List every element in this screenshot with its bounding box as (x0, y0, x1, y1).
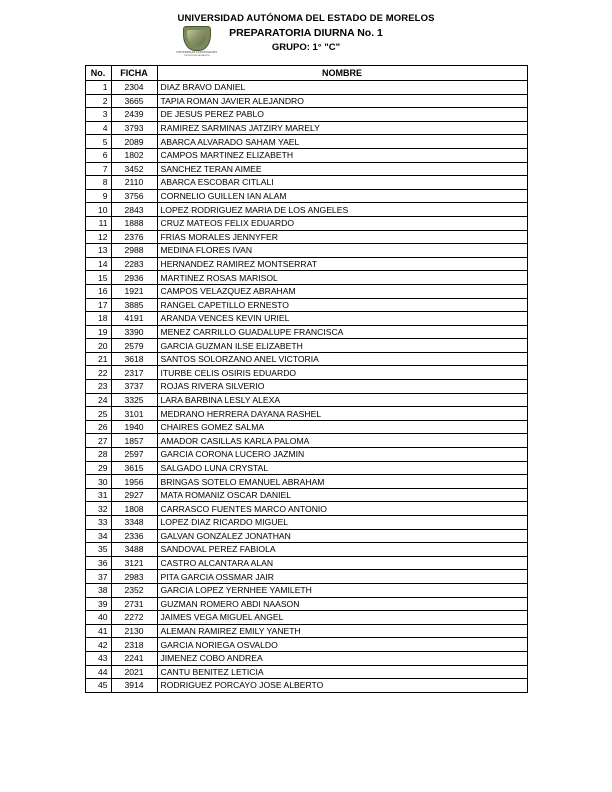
cell-ficha: 2579 (111, 339, 157, 353)
cell-no: 38 (85, 583, 111, 597)
cell-nombre: CHAIRES GOMEZ SALMA (157, 420, 527, 434)
table-row (85, 176, 527, 190)
cell-nombre: HERNANDEZ RAMIREZ MONTSERRAT (157, 257, 527, 271)
cell-no: 24 (85, 393, 111, 407)
cell-ficha: 2983 (111, 570, 157, 584)
table-row (85, 502, 527, 516)
cell-ficha: 2110 (111, 176, 157, 190)
cell-ficha: 1802 (111, 148, 157, 162)
cell-no: 45 (85, 679, 111, 693)
cell-nombre: LOPEZ DIAZ RICARDO MIGUEL (157, 516, 527, 530)
cell-nombre: CAMPOS VELAZQUEZ ABRAHAM (157, 284, 527, 298)
cell-ficha: 1921 (111, 284, 157, 298)
table-row (85, 284, 527, 298)
table-row (85, 189, 527, 203)
table-row (85, 516, 527, 530)
cell-nombre: ROJAS RIVERA SILVERIO (157, 380, 527, 394)
cell-no: 36 (85, 556, 111, 570)
cell-ficha: 3737 (111, 380, 157, 394)
cell-nombre: ALEMAN RAMIREZ EMILY YANETH (157, 624, 527, 638)
uaem-crest-icon (166, 26, 228, 62)
table-row (85, 475, 527, 489)
column-header-nombre: NOMBRE (157, 66, 527, 81)
table-row (85, 94, 527, 108)
cell-nombre: SALGADO LUNA CRYSTAL (157, 461, 527, 475)
cell-no: 28 (85, 448, 111, 462)
cell-nombre: ITURBE CELIS OSIRIS EDUARDO (157, 366, 527, 380)
table-row (85, 380, 527, 394)
cell-no: 34 (85, 529, 111, 543)
cell-ficha: 3452 (111, 162, 157, 176)
cell-nombre: CASTRO ALCANTARA ALAN (157, 556, 527, 570)
table-row (85, 543, 527, 557)
cell-nombre: ABARCA ESCOBAR CITLALI (157, 176, 527, 190)
cell-ficha: 2731 (111, 597, 157, 611)
cell-nombre: CRUZ MATEOS FELIX EDUARDO (157, 216, 527, 230)
cell-no: 15 (85, 271, 111, 285)
cell-ficha: 3885 (111, 298, 157, 312)
cell-no: 19 (85, 325, 111, 339)
table-row (85, 393, 527, 407)
cell-no: 35 (85, 543, 111, 557)
cell-no: 10 (85, 203, 111, 217)
cell-nombre: GARCIA NORIEGA OSVALDO (157, 638, 527, 652)
cell-nombre: GARCIA LOPEZ YERNHEE YAMILETH (157, 583, 527, 597)
cell-nombre: DE JESUS PEREZ PABLO (157, 108, 527, 122)
cell-nombre: ABARCA ALVARADO SAHAM YAEL (157, 135, 527, 149)
cell-ficha: 1888 (111, 216, 157, 230)
crest-caption-line2: ESTADO DE MORELOS (184, 53, 210, 57)
cell-ficha: 2241 (111, 651, 157, 665)
cell-no: 26 (85, 420, 111, 434)
cell-no: 14 (85, 257, 111, 271)
cell-ficha: 2318 (111, 638, 157, 652)
cell-no: 17 (85, 298, 111, 312)
cell-no: 9 (85, 189, 111, 203)
table-row (85, 597, 527, 611)
cell-ficha: 2336 (111, 529, 157, 543)
cell-no: 23 (85, 380, 111, 394)
cell-nombre: CAMPOS MARTINEZ ELIZABETH (157, 148, 527, 162)
student-roster-table (85, 65, 528, 693)
table-row (85, 244, 527, 258)
cell-no: 3 (85, 108, 111, 122)
group-label: GRUPO: 1° "C" (271, 42, 341, 53)
cell-no: 20 (85, 339, 111, 353)
table-row (85, 216, 527, 230)
cell-nombre: MEDINA FLORES IVAN (157, 244, 527, 258)
cell-ficha: 2089 (111, 135, 157, 149)
cell-ficha: 3325 (111, 393, 157, 407)
cell-no: 5 (85, 135, 111, 149)
table-row (85, 121, 527, 135)
cell-nombre: SANDOVAL PEREZ FABIOLA (157, 543, 527, 557)
institution-name: UNIVERSIDAD AUTÓNOMA DEL ESTADO DE MORELOS (177, 13, 435, 24)
cell-nombre: SANCHEZ TERAN AIMEE (157, 162, 527, 176)
table-row (85, 461, 527, 475)
cell-ficha: 3121 (111, 556, 157, 570)
cell-no: 4 (85, 121, 111, 135)
cell-no: 29 (85, 461, 111, 475)
cell-ficha: 2843 (111, 203, 157, 217)
cell-nombre: GARCIA CORONA LUCERO JAZMIN (157, 448, 527, 462)
cell-ficha: 2376 (111, 230, 157, 244)
cell-no: 42 (85, 638, 111, 652)
table-row (85, 556, 527, 570)
cell-no: 32 (85, 502, 111, 516)
cell-nombre: PITA GARCIA OSSMAR JAIR (157, 570, 527, 584)
cell-ficha: 2021 (111, 665, 157, 679)
cell-ficha: 2597 (111, 448, 157, 462)
cell-ficha: 3914 (111, 679, 157, 693)
table-row (85, 162, 527, 176)
cell-nombre: RODRIGUEZ PORCAYO JOSE ALBERTO (157, 679, 527, 693)
cell-no: 7 (85, 162, 111, 176)
cell-nombre: CARRASCO FUENTES MARCO ANTONIO (157, 502, 527, 516)
cell-nombre: GUZMAN ROMERO ABDI NAASON (157, 597, 527, 611)
cell-ficha: 2272 (111, 611, 157, 625)
cell-ficha: 1940 (111, 420, 157, 434)
table-row (85, 366, 527, 380)
cell-ficha: 2988 (111, 244, 157, 258)
table-row (85, 148, 527, 162)
crest-caption-line1: UNIVERSIDAD AUTÓNOMA DEL (176, 51, 218, 54)
table-row (85, 352, 527, 366)
cell-no: 43 (85, 651, 111, 665)
cell-ficha: 1808 (111, 502, 157, 516)
cell-nombre: DIAZ BRAVO DANIEL (157, 81, 527, 95)
cell-no: 30 (85, 475, 111, 489)
table-row (85, 135, 527, 149)
cell-no: 37 (85, 570, 111, 584)
cell-nombre: CANTU BENITEZ LETICIA (157, 665, 527, 679)
cell-ficha: 3101 (111, 407, 157, 421)
cell-ficha: 2936 (111, 271, 157, 285)
cell-no: 6 (85, 148, 111, 162)
cell-nombre: LOPEZ RODRIGUEZ MARIA DE LOS ANGELES (157, 203, 527, 217)
cell-ficha: 3390 (111, 325, 157, 339)
cell-no: 40 (85, 611, 111, 625)
cell-no: 22 (85, 366, 111, 380)
table-row (85, 583, 527, 597)
cell-nombre: ARANDA VENCES KEVIN URIEL (157, 312, 527, 326)
cell-nombre: MEDRANO HERRERA DAYANA RASHEL (157, 407, 527, 421)
column-header-ficha: FICHA (111, 66, 157, 81)
table-row (85, 298, 527, 312)
cell-nombre: FRIAS MORALES JENNYFER (157, 230, 527, 244)
document-header (0, 12, 612, 59)
cell-no: 31 (85, 488, 111, 502)
cell-no: 8 (85, 176, 111, 190)
table-row (85, 312, 527, 326)
cell-nombre: JAIMES VEGA MIGUEL ANGEL (157, 611, 527, 625)
table-row (85, 420, 527, 434)
cell-no: 16 (85, 284, 111, 298)
cell-nombre: SANTOS SOLORZANO ANEL VICTORIA (157, 352, 527, 366)
cell-no: 41 (85, 624, 111, 638)
cell-nombre: CORNELIO GUILLEN IAN ALAM (157, 189, 527, 203)
table-row (85, 638, 527, 652)
cell-nombre: BRINGAS SOTELO EMANUEL ABRAHAM (157, 475, 527, 489)
cell-no: 2 (85, 94, 111, 108)
table-header-row (85, 66, 527, 81)
cell-ficha: 1857 (111, 434, 157, 448)
shield-icon (183, 26, 211, 51)
cell-ficha: 4191 (111, 312, 157, 326)
table-row (85, 230, 527, 244)
cell-nombre: LARA BARBINA LESLY ALEXA (157, 393, 527, 407)
cell-ficha: 3348 (111, 516, 157, 530)
cell-ficha: 2352 (111, 583, 157, 597)
cell-no: 25 (85, 407, 111, 421)
table-row (85, 407, 527, 421)
cell-no: 12 (85, 230, 111, 244)
cell-no: 44 (85, 665, 111, 679)
cell-nombre: RAMIREZ SARMINAS JATZIRY MARELY (157, 121, 527, 135)
cell-no: 27 (85, 434, 111, 448)
table-row (85, 529, 527, 543)
column-header-no: No. (85, 66, 111, 81)
table-row (85, 665, 527, 679)
table-row (85, 651, 527, 665)
cell-ficha: 3793 (111, 121, 157, 135)
cell-no: 11 (85, 216, 111, 230)
table-row (85, 570, 527, 584)
cell-nombre: GALVAN GONZALEZ JONATHAN (157, 529, 527, 543)
cell-nombre: MENEZ CARRILLO GUADALUPE FRANCISCA (157, 325, 527, 339)
table-row (85, 271, 527, 285)
cell-no: 18 (85, 312, 111, 326)
table-row (85, 624, 527, 638)
table-row (85, 434, 527, 448)
cell-nombre: JIMENEZ COBO ANDREA (157, 651, 527, 665)
cell-ficha: 3615 (111, 461, 157, 475)
cell-ficha: 2927 (111, 488, 157, 502)
table-row (85, 611, 527, 625)
table-row (85, 325, 527, 339)
cell-ficha: 3665 (111, 94, 157, 108)
table-row (85, 339, 527, 353)
cell-nombre: MATA ROMANIZ OSCAR DANIEL (157, 488, 527, 502)
cell-no: 13 (85, 244, 111, 258)
cell-nombre: AMADOR CASILLAS KARLA PALOMA (157, 434, 527, 448)
cell-ficha: 3618 (111, 352, 157, 366)
school-name: PREPARATORIA DIURNA No. 1 (229, 27, 383, 39)
table-row (85, 81, 527, 95)
cell-ficha: 1956 (111, 475, 157, 489)
table-row (85, 679, 527, 693)
cell-nombre: GARCIA GUZMAN ILSE ELIZABETH (157, 339, 527, 353)
table-row (85, 448, 527, 462)
cell-ficha: 3756 (111, 189, 157, 203)
cell-ficha: 2317 (111, 366, 157, 380)
cell-ficha: 3488 (111, 543, 157, 557)
cell-no: 39 (85, 597, 111, 611)
table-row (85, 203, 527, 217)
cell-ficha: 2304 (111, 81, 157, 95)
table-row (85, 108, 527, 122)
cell-no: 21 (85, 352, 111, 366)
table-row (85, 257, 527, 271)
cell-ficha: 2283 (111, 257, 157, 271)
cell-ficha: 2439 (111, 108, 157, 122)
cell-nombre: MARTINEZ ROSAS MARISOL (157, 271, 527, 285)
cell-nombre: TAPIA ROMAN JAVIER ALEJANDRO (157, 94, 527, 108)
cell-no: 33 (85, 516, 111, 530)
cell-ficha: 2130 (111, 624, 157, 638)
cell-nombre: RANGEL CAPETILLO ERNESTO (157, 298, 527, 312)
cell-no: 1 (85, 81, 111, 95)
table-row (85, 488, 527, 502)
